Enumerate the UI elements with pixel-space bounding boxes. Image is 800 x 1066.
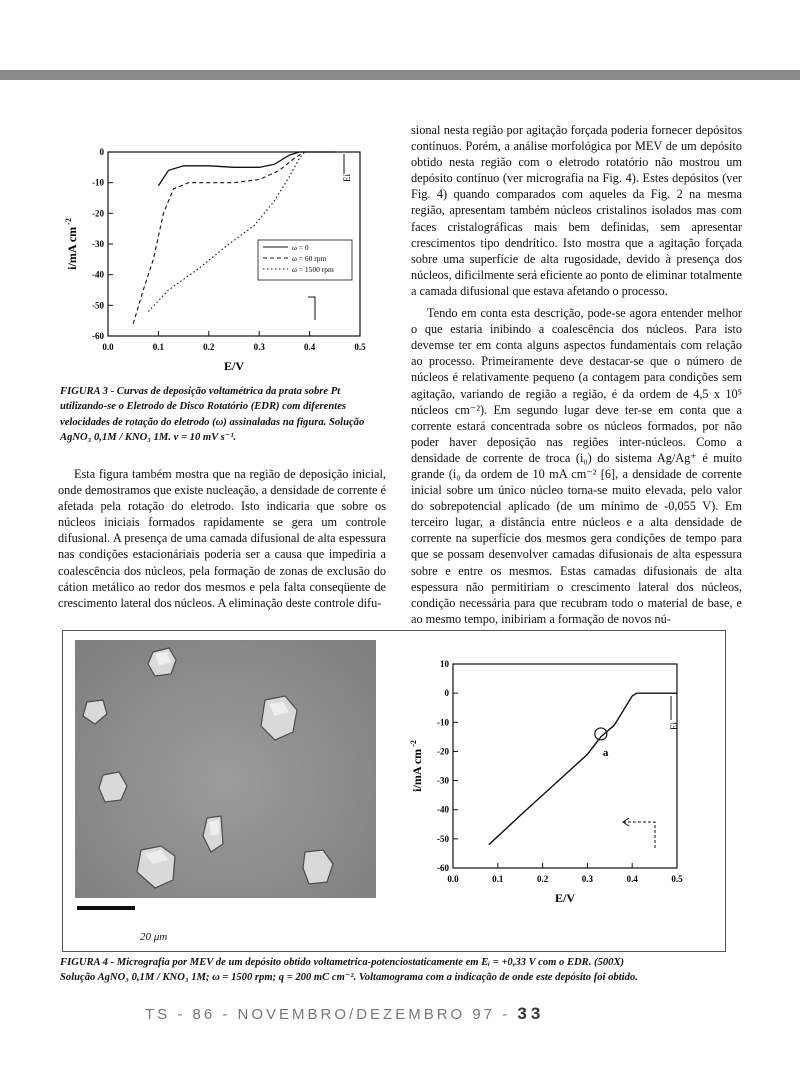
ei-label: Ei bbox=[669, 722, 679, 730]
right-paragraph-2: Tendo em conta esta descrição, pode-se agora entender melhor o que estaria inibindo a coalescência dos núcleos. Para isto devemse ter em conta alguns aspectos fundamentais com relação ao processo. Primeiramente deve destacar-se que o número de núcleos é relativamente pequeno (a contagem para condições sem agitação, variando de região a região, é da ordem de 4,5 x 10⁵ núcleos cm⁻²). Em segundo lugar deve ter-se em conta que a corrente estará concentrada sobre os núcleos formados, por não poder haver deposição nas regiões inter-núcleos. Como a densidade de corrente de troca (i₀) do sistema Ag/Ag⁺ é muito grande (i₀ da ordem de 10 mA cm⁻² [6], a densidade de corrente inicial sobre um único núcleo torna-se muito elevada, pelo valor do sobrepotencial aplicado (de um mínimo de -0,055 V). Em terceiro lugar, a distância entre núcleos e a alta densidade de corrente na superfície dos mesmos gera condições de tempo para que se possam desenvolver camadas difusionais de alta espessura sobre e entre os mesmos. Estas camadas difusionais de alta espessura não permitiriam o crescimento lateral dos núcleos, condição necessária para que recubram todo o material de base, e ao mesmo tempo, inibiriam a formação de novos nú- bbox=[411, 306, 742, 626]
figure4-chart bbox=[405, 648, 705, 918]
y-tick-label: -60 bbox=[92, 331, 104, 341]
x-tick-label: 0.5 bbox=[354, 342, 366, 352]
sem-micrograph bbox=[75, 640, 376, 922]
page-number: 33 bbox=[517, 1004, 545, 1023]
y-tick-label: -30 bbox=[92, 239, 104, 249]
x-axis-label: E/V bbox=[554, 891, 576, 905]
x-tick-label: 0.0 bbox=[447, 874, 459, 884]
x-tick-label: 0.1 bbox=[152, 342, 165, 352]
y-tick-label: -50 bbox=[92, 300, 104, 311]
right-paragraph-1: sional nesta região por agitação forçada poderia fornecer depósitos contínuos. Porém, a análise morfológica por MEV de um depósito obtido nesta região com o eletrodo rotatório não mostrou um depósito contínuo (ver micrografia na Fig. 4). Estes depósitos (ver Fig. 4) quando comparados com aqueles da Fig. 2 na mesma região, apresentam também núcleos cristalinos isolados mas com faces cristalográficas mais bem definidas, sem apresentar crescimentos tipo dendrítico. Isto mostra que a agitação forçada sobre uma superfície de alta rugosidade, devido à presença dos núcleos, dificilmente será eficiente ao ponto de eliminar totalmente a camada difusional que estava afetando o processo. bbox=[411, 123, 742, 298]
x-tick-label: 0.5 bbox=[671, 874, 683, 884]
x-tick-label: 0.1 bbox=[492, 874, 504, 884]
y-tick-label: -40 bbox=[437, 804, 449, 815]
y-tick-label: -50 bbox=[437, 833, 449, 844]
plot-frame bbox=[453, 664, 677, 868]
series-line-3 bbox=[148, 152, 334, 311]
sweep-arrow bbox=[308, 297, 315, 320]
y-tick-label: -40 bbox=[92, 269, 104, 280]
x-axis-label: E/V bbox=[223, 359, 245, 373]
y-tick-label: -20 bbox=[437, 746, 449, 757]
x-tick-label: 0.2 bbox=[536, 874, 549, 884]
x-tick-label: 0.3 bbox=[581, 874, 594, 884]
point-label: a bbox=[602, 746, 609, 759]
ei-label: Ei bbox=[342, 174, 352, 182]
right-column bbox=[411, 122, 742, 633]
series-line-1 bbox=[158, 152, 334, 186]
x-tick-label: 0.3 bbox=[253, 342, 265, 352]
y-tick-label: 10 bbox=[440, 659, 449, 669]
figure4-caption bbox=[60, 955, 740, 986]
sem-micrograph-image bbox=[75, 640, 376, 922]
y-tick-label: 0 bbox=[444, 688, 449, 699]
y-tick-label: -10 bbox=[92, 177, 104, 188]
x-tick-label: 0.0 bbox=[102, 342, 114, 352]
x-tick-label: 0.2 bbox=[203, 342, 215, 352]
figure3-chart bbox=[60, 122, 380, 390]
left-column bbox=[58, 466, 386, 617]
y-tick-label: 0 bbox=[99, 147, 104, 157]
page-footer bbox=[145, 1004, 544, 1024]
y-tick-label: -30 bbox=[437, 775, 449, 786]
x-tick-label: 0.4 bbox=[303, 342, 316, 352]
scale-bar-label: 20 μm bbox=[140, 931, 168, 943]
figure4-caption-line-2: Solução AgNO₃ 0,1M / KNO₃ 1M; ω = 1500 rpm; q = 200 mC cm⁻². Voltamograma com a indicação de onde este depósito foi obtido. bbox=[60, 972, 638, 984]
sweep-arrow bbox=[623, 822, 655, 848]
y-axis-label: i/mA cm $^{-2}$ bbox=[409, 740, 424, 792]
figure4-caption-line-1: FIGURA 4 - Micrografia por MEV de um depósito obtido voltametrica-potenciostaticamente em Eᵢ = +0,33 V com o EDR. (500X) bbox=[60, 957, 625, 968]
x-tick-label: 0.4 bbox=[626, 874, 638, 884]
footer-text: TS - 86 - NOVEMBRO/DEZEMBRO 97 - bbox=[145, 1006, 511, 1023]
left-paragraph-1: Esta figura também mostra que na região de deposição inicial, onde demostramos que existe nucleação, a densidade de corrente é afetada pela rotação do eletrodo. Isto indicaria que sobre os núcleos iniciais formados rapidamente se gera um controle difusional. A presença de uma camada difusional de alta espessura nas condições estacionáriais poderia ser a causa que impediria a coalescência dos núcleos, pela formação de zonas de exclusão do cátion metálico ao redor dos mesmos e pela falta conseqüente de crescimento lateral dos núcleos. A eliminação deste controle difu- bbox=[58, 467, 386, 610]
figure3-caption: FIGURA 3 - Curvas de deposição voltamétrica da prata sobre Pt utilizando-se o Eletrodo de Disco Rotatório (EDR) com diferentes velocidades de rotação do eletrodo (ω) assinaladas na figura. Solução AgNO₃ 0,1M / KNO₃ 1M. v = 10 mV s⁻¹. bbox=[60, 386, 365, 443]
header-band bbox=[0, 70, 800, 80]
y-tick-label: -20 bbox=[92, 208, 104, 219]
legend-label-2: ω = 60 rpm bbox=[292, 254, 327, 263]
y-tick-label: -60 bbox=[437, 863, 449, 873]
y-tick-label: -10 bbox=[437, 717, 449, 728]
legend-label-3: ω = 1500 rpm bbox=[292, 265, 334, 274]
legend-label-1: ω = 0 bbox=[292, 243, 309, 252]
y-axis-label: i/mA cm $^{-2}$ bbox=[64, 218, 79, 270]
